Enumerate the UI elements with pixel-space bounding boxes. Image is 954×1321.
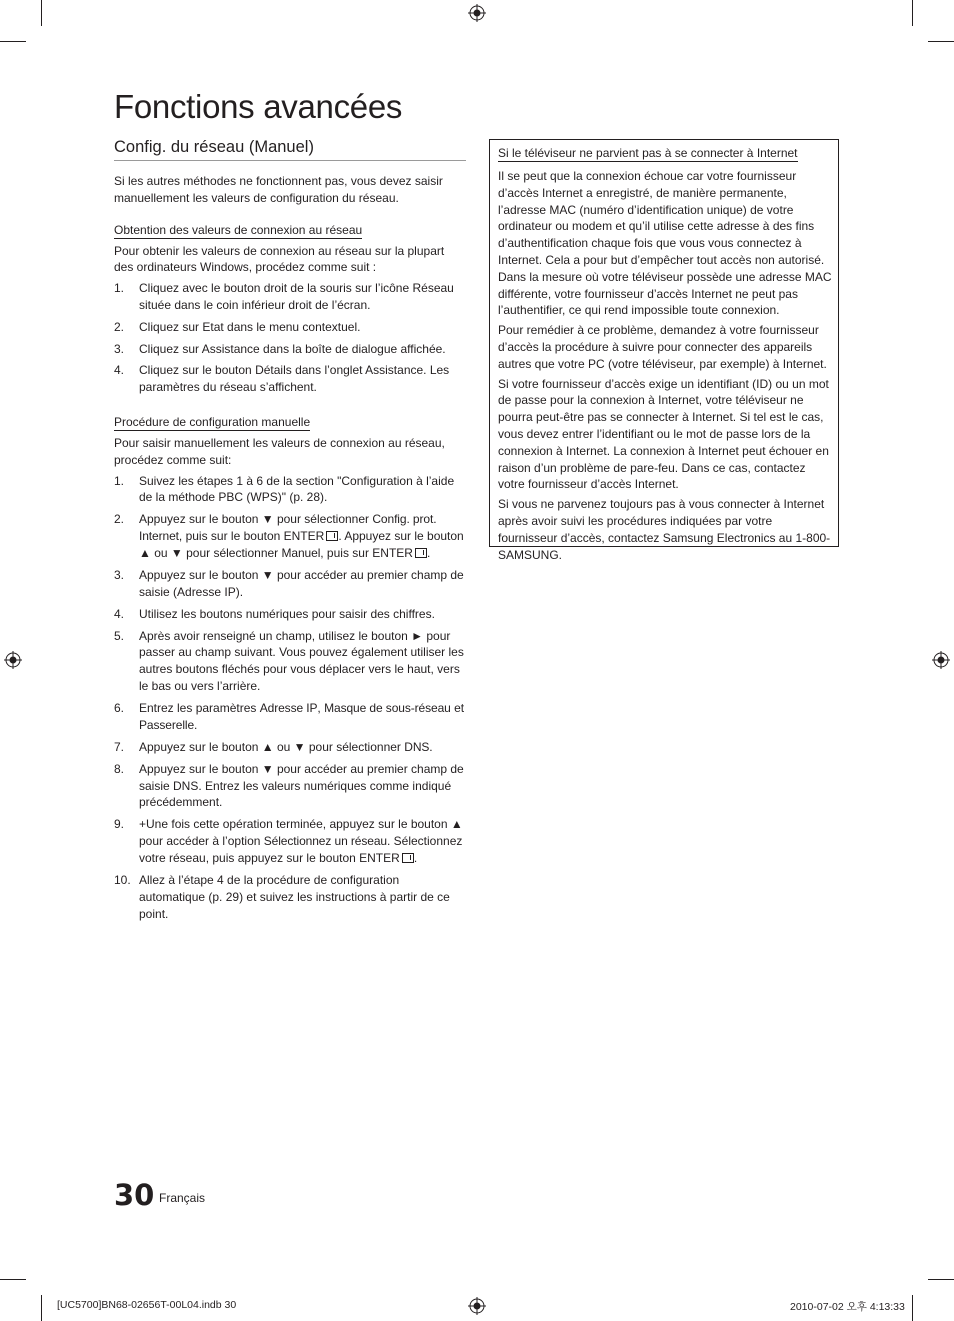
crop-mark (912, 0, 913, 26)
note-paragraph: Si vous ne parvenez toujours pas à vous connecter à Internet après avoir suivi les procédures indiquées par votre fournisseur d’accès, contactez Samsung Electronics au 1-800-SAMSUNG. (498, 497, 831, 562)
list-item: 4. Utilisez les boutons numériques pour saisir des chiffres. (114, 606, 435, 621)
footer-file: [UC5700]BN68-02656T-00L04.indb 30 (57, 1299, 237, 1311)
crop-mark (0, 1279, 26, 1280)
footer-timestamp: 2010-07-02 오후 4:13:33 (790, 1301, 905, 1313)
page-language: Français (159, 1191, 206, 1205)
registration-mark-icon (468, 4, 486, 22)
obtain-intro: Pour obtenir les valeurs de connexion au réseau sur la plupart des ordinateurs Windows, procédez comme suit : (114, 243, 445, 275)
crop-mark (41, 1295, 42, 1321)
note-paragraph: Si votre fournisseur d’accès exige un identifiant (ID) ou un mot de passe pour la connexion à Internet, votre téléviseur ne pourra peut-être pas se connecter à Internet. Si tel est le cas, vous devez entrer l’identifiant ou le mot de passe lors de la connexion à Internet. La connexion à Internet peut échouer en raison d’un problème de pare-feu. Dans ce cas, contactez votre fournisseur d’accès Internet. (498, 376, 829, 492)
enter-icon (402, 853, 414, 863)
list-item: 2. Appuyez sur le bouton ▼ pour sélectionner Config. prot. Internet, puis sur le bouton ENTER . Appuyez sur le bouton ▲ ou ▼ pour sélectionner Manuel, puis sur ENTER . (114, 512, 464, 560)
registration-mark-icon (932, 651, 950, 669)
note-title: Si le téléviseur ne parvient pas à se connecter à Internet (498, 146, 798, 160)
manual-subheading: Procédure de configuration manuelle (114, 414, 311, 429)
note-box (489, 139, 839, 562)
manual-intro: Pour saisir manuellement les valeurs de connexion au réseau, procédez comme suit: (114, 435, 445, 467)
note-paragraph: Pour remédier à ce problème, demandez à votre fournisseur d’accès la procédure à suivre pour connecter des appareils autres que votre PC (votre téléviseur, par exemple) à Internet. (498, 323, 827, 371)
registration-mark-icon (468, 1297, 486, 1315)
list-item: 3. Cliquez sur Assistance dans la boîte de dialogue affichée. (114, 341, 446, 356)
note-paragraph: Il se peut que la connexion échoue car votre fournisseur d’accès Internet a enregistré, de manière permanente, l’adresse MAC (numéro d’identification unique) de votre ordinateur ou modem et qu’il utilise cette adresse à des fins d’authentification chaque fois que vous vous connectez à Internet. Cela a pour but d’empêcher tout accès non autorisé. Dans la mesure où votre téléviseur possède une adresse MAC différente, votre fournisseur d’accès Internet ne peut pas l’authentifier, ce qui rend impossible toute connexion. (498, 169, 832, 318)
note-text (498, 168, 832, 566)
manual-steps (114, 473, 466, 923)
list-item: 4. Cliquez sur le bouton Détails dans l’onglet Assistance. Les paramètres du réseau s’affichent. (114, 363, 450, 395)
crop-mark (0, 41, 26, 42)
enter-icon (415, 548, 427, 558)
list-item: 1. Suivez les étapes 1 à 6 de la section "Configuration à l’aide de la méthode PBC (WPS)" (p. 28). (114, 473, 455, 505)
list-item: 7. Appuyez sur le bouton ▲ ou ▼ pour sélectionner DNS. (114, 739, 433, 754)
crop-mark (928, 41, 954, 42)
page-title: Fonctions avancées (114, 88, 403, 125)
registration-mark-icon (4, 651, 22, 669)
page-number: 30 (114, 1178, 155, 1212)
list-item: 3. Appuyez sur le bouton ▼ pour accéder au premier champ de saisie (Adresse IP). (114, 567, 464, 599)
obtain-subheading: Obtention des valeurs de connexion au réseau (114, 222, 363, 237)
list-item: 8. Appuyez sur le bouton ▼ pour accéder au premier champ de saisie DNS. Entrez les valeurs numériques comme indiqué précédemment. (114, 761, 464, 810)
left-column (114, 138, 466, 932)
section-intro: Si les autres méthodes ne fonctionnent pas, vous devez saisir manuellement les valeurs de configuration du réseau. (114, 174, 443, 205)
list-item: 1. Cliquez avec le bouton droit de la souris sur l’icône Réseau située dans le coin inférieur droit de l’écran. (114, 281, 454, 312)
section-heading: Config. du réseau (Manuel) (114, 138, 466, 161)
crop-mark (928, 1279, 954, 1280)
list-item: 5. Après avoir renseigné un champ, utilisez le bouton ► pour passer au champ suivant. Vous pouvez également utiliser les autres boutons fléchés pour vous déplacer vers le haut, vers le bas ou vers l’arrière. (114, 628, 464, 694)
list-item: 9. +Une fois cette opération terminée, appuyez sur le bouton ▲ pour accéder à l’option Sélectionnez un réseau. Sélectionnez votre réseau, puis appuyez sur le bouton ENTER . (114, 817, 463, 865)
crop-mark (41, 0, 42, 26)
list-item: 2. Cliquez sur Etat dans le menu contextuel. (114, 319, 361, 334)
obtain-steps (114, 280, 466, 396)
enter-icon (326, 531, 338, 541)
crop-mark (912, 1295, 913, 1321)
list-item: 10. Allez à l’étape 4 de la procédure de configuration automatique (p. 29) et suivez les instructions à partir de ce point. (114, 872, 450, 921)
list-item: 6. Entrez les paramètres Adresse IP, Masque de sous-réseau et Passerelle. (114, 701, 465, 732)
